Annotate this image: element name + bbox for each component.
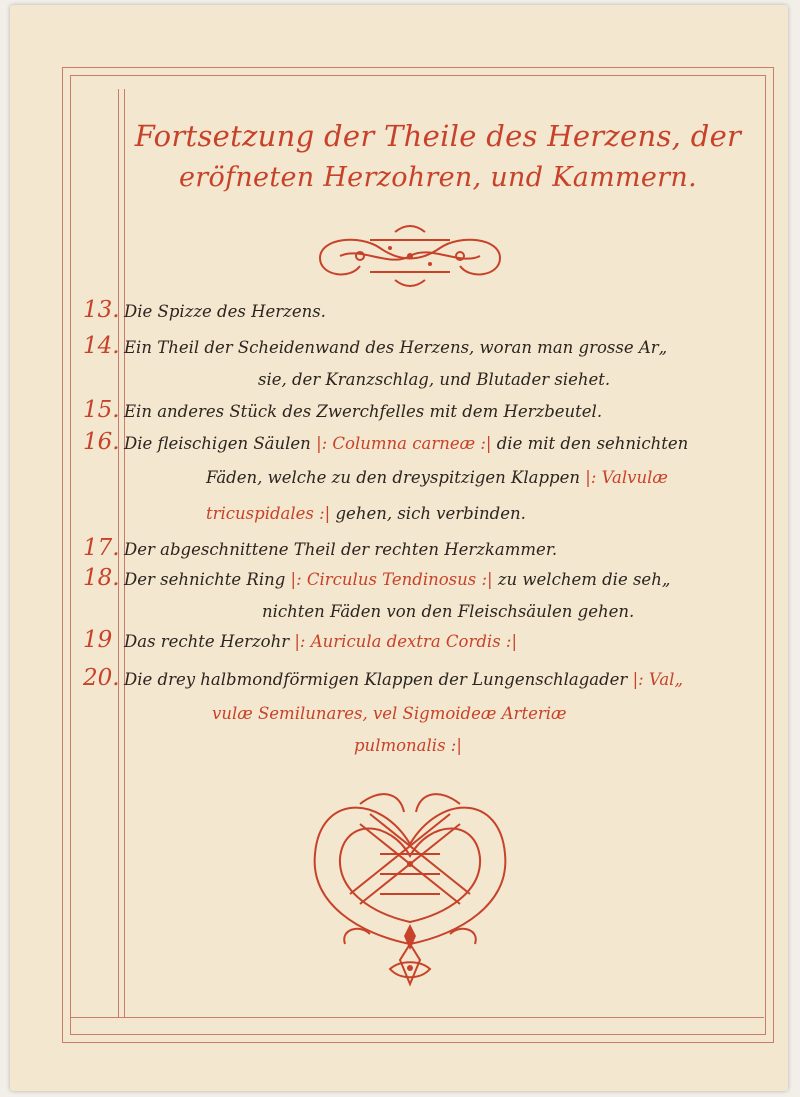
entry-text: Die fleischigen Säulen — [124, 434, 317, 453]
entry-number: 19 — [83, 627, 113, 653]
bottom-heart-flourish-ornament — [300, 784, 520, 1004]
latin-term: |: Valvulæ — [585, 468, 668, 487]
latin-term: |: Auricula dextra Cordis :| — [294, 632, 518, 651]
entry-line — [124, 430, 688, 458]
entry-number: 16. — [83, 429, 120, 455]
latin-term: |: Val„ — [632, 670, 683, 689]
entry-line — [124, 628, 517, 656]
entry-number: 15. — [83, 397, 120, 423]
latin-term: |: Circulus Tendinosus :| — [290, 570, 493, 589]
entry-number: 17. — [83, 535, 120, 561]
entry-text: Das rechte Herzohr — [124, 632, 295, 651]
entry-line: Die Spizze des Herzens. — [124, 302, 326, 321]
top-flourish-ornament — [300, 218, 520, 290]
entry-text: gehen, sich verbinden. — [330, 504, 526, 523]
page-title-line2: eröfneten Herzohren, und Kammern. — [179, 162, 697, 193]
entry-line — [206, 500, 526, 528]
entry-line — [124, 566, 670, 594]
entry-text: Fäden, welche zu den dreyspitzigen Klappen — [206, 468, 586, 487]
entry-line: Der abgeschnittene Theil der rechten Herzkammer. — [124, 540, 558, 559]
entry-number: 18. — [83, 565, 120, 591]
entry-line — [206, 464, 668, 492]
entry-number: 13. — [83, 297, 120, 323]
entry-line: sie, der Kranzschlag, und Blutader siehet. — [258, 370, 611, 389]
entry-number: 14. — [83, 333, 120, 359]
page-title-line1: Fortsetzung der Theile des Herzens, der — [134, 119, 742, 153]
latin-term: |: Columna carneæ :| — [316, 434, 492, 453]
entry-line — [124, 666, 683, 694]
entry-text: Der sehnichte Ring — [124, 570, 291, 589]
entry-text: zu welchem die seh„ — [492, 570, 671, 589]
entry-text: die mit den sehnichten — [491, 434, 689, 453]
bottom-rule — [70, 1017, 764, 1018]
latin-term: tricuspidales :| — [206, 504, 331, 523]
entry-line: nichten Fäden von den Fleischsäulen gehen. — [262, 602, 635, 621]
entry-number: 20. — [83, 665, 120, 691]
entry-text: Die drey halbmondförmigen Klappen der Lungenschlagader — [124, 670, 633, 689]
entry-line: Ein Theil der Scheidenwand des Herzens, woran man grosse Ar„ — [124, 338, 668, 357]
entry-line: pulmonalis :| — [354, 736, 462, 755]
entry-line: vulæ Semilunares, vel Sigmoideæ Arteriæ — [212, 704, 567, 723]
entry-line: Ein anderes Stück des Zwerchfelles mit dem Herzbeutel. — [124, 402, 603, 421]
